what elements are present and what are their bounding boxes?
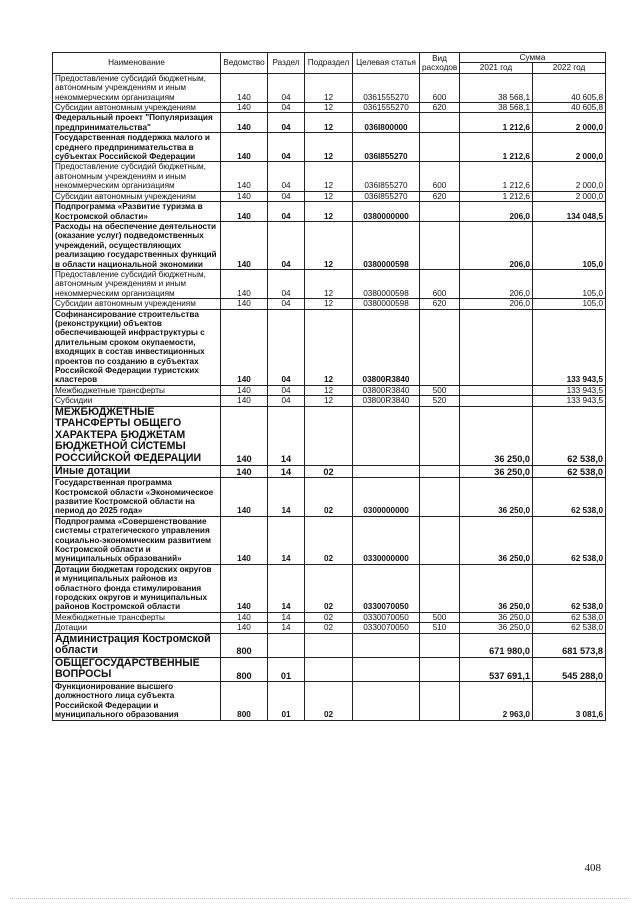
cell-target: 0361555270 [353,103,420,113]
header-razdel: Раздел [268,53,305,74]
table-row [53,133,606,162]
cell-name: Субсидии автономным учреждениям [53,191,221,201]
table-row [53,309,606,385]
table-row [53,564,606,612]
cell-name: Субсидии автономным учреждениям [53,103,221,113]
header-target: Целевая статья [353,53,420,74]
cell-vid: 620 [420,299,460,309]
cell-name: Софинансирование строительства (реконструкции) объектов обеспечивающей инфраструктуры с длительным сроком окупаемости, входящих в состав инвестиционных проектов по созданию в субъектах Российской Федерации туристских кластеров [53,309,221,385]
cell-name: Государственная программа Костромской области «Экономическое развитие Костромской области на период до 2025 года» [53,478,221,517]
cell-sum-2022: 40 605,8 [533,73,606,102]
cell-podrazdel: 12 [305,103,353,113]
scan-edge-line [10,898,629,899]
cell-podrazdel: 02 [305,516,353,564]
cell-vedomstvo: 140 [221,385,268,395]
cell-vedomstvo: 140 [221,478,268,517]
cell-target [353,682,420,721]
cell-razdel: 14 [268,612,305,622]
cell-name: ОБЩЕГОСУДАРСТВЕННЫЕ ВОПРОСЫ [53,657,221,681]
cell-name: Государственная поддержка малого и среднего предпринимательства в субъектах Российской Федерации [53,133,221,162]
cell-podrazdel: 12 [305,385,353,395]
cell-target [353,406,420,465]
cell-name: Иные дотации [53,465,221,478]
cell-vedomstvo: 140 [221,623,268,633]
cell-podrazdel: 02 [305,564,353,612]
cell-vid [420,516,460,564]
cell-target [353,657,420,681]
cell-vid [420,633,460,657]
cell-target: 0330070050 [353,564,420,612]
cell-target: 03800R3840 [353,396,420,406]
header-name: Наименование [53,53,221,74]
cell-name: Субсидии [53,396,221,406]
cell-sum-2022: 62 538,0 [533,564,606,612]
cell-sum-2021: 206,0 [460,202,533,222]
cell-podrazdel: 02 [305,682,353,721]
cell-razdel: 01 [268,682,305,721]
cell-sum-2022: 133 943,5 [533,396,606,406]
table-row [53,202,606,222]
cell-target: 036I855270 [353,162,420,191]
cell-sum-2022: 40 605,8 [533,103,606,113]
cell-razdel: 01 [268,657,305,681]
header-podrazdel: Подраздел [305,53,353,74]
cell-podrazdel: 02 [305,478,353,517]
cell-sum-2021: 1 212,6 [460,191,533,201]
cell-vedomstvo: 140 [221,191,268,201]
cell-razdel: 04 [268,202,305,222]
cell-vedomstvo: 140 [221,299,268,309]
cell-sum-2022: 2 000,0 [533,191,606,201]
table-row [53,73,606,102]
header-vid: Вид расходов [420,53,460,74]
cell-vedomstvo: 140 [221,309,268,385]
cell-name: Подпрограмма «Совершенствование системы стратегического управления социально-экономическим развитием Костромской области и муниципальных образований» [53,516,221,564]
cell-vedomstvo: 140 [221,73,268,102]
table-row [53,221,606,269]
cell-vid [420,133,460,162]
cell-vid: 500 [420,385,460,395]
cell-name: Дотации [53,623,221,633]
cell-name: Предоставление субсидий бюджетным, автономным учреждениям и иным некоммерческим организациям [53,73,221,102]
cell-sum-2021: 537 691,1 [460,657,533,681]
cell-vid [420,657,460,681]
budget-table-container [52,52,605,721]
cell-sum-2021: 206,0 [460,299,533,309]
cell-vedomstvo: 140 [221,269,268,298]
cell-razdel: 04 [268,191,305,201]
cell-sum-2022: 2 000,0 [533,133,606,162]
table-row [53,385,606,395]
table-row [53,299,606,309]
cell-vid [420,465,460,478]
cell-vid: 520 [420,396,460,406]
cell-vid [420,221,460,269]
cell-sum-2021: 206,0 [460,221,533,269]
cell-vedomstvo: 140 [221,221,268,269]
cell-sum-2021 [460,385,533,395]
cell-sum-2022: 62 538,0 [533,406,606,465]
cell-sum-2022: 133 943,5 [533,385,606,395]
cell-sum-2021: 36 250,0 [460,564,533,612]
cell-podrazdel: 12 [305,73,353,102]
cell-sum-2021: 36 250,0 [460,465,533,478]
cell-vedomstvo: 800 [221,657,268,681]
cell-name: Межбюджетные трансферты [53,385,221,395]
cell-sum-2021: 36 250,0 [460,406,533,465]
cell-sum-2021: 671 980,0 [460,633,533,657]
cell-vid: 510 [420,623,460,633]
cell-name: Дотации бюджетам городских округов и муниципальных районов из областного фонда стимулирования городских округов и муниципальных районов Костромской области [53,564,221,612]
cell-vid: 500 [420,612,460,622]
cell-sum-2022: 134 048,5 [533,202,606,222]
cell-razdel: 04 [268,385,305,395]
cell-sum-2022: 105,0 [533,299,606,309]
cell-podrazdel: 12 [305,221,353,269]
cell-name: Межбюджетные трансферты [53,612,221,622]
cell-sum-2022: 62 538,0 [533,612,606,622]
cell-sum-2022: 62 538,0 [533,465,606,478]
cell-target: 036I800000 [353,113,420,133]
budget-table [52,52,606,721]
cell-podrazdel: 12 [305,299,353,309]
cell-sum-2022: 3 081,6 [533,682,606,721]
cell-sum-2022: 105,0 [533,221,606,269]
cell-vedomstvo: 800 [221,633,268,657]
cell-podrazdel: 12 [305,133,353,162]
table-row [53,612,606,622]
cell-podrazdel: 12 [305,162,353,191]
cell-razdel: 04 [268,133,305,162]
cell-target: 0380000000 [353,202,420,222]
table-row [53,465,606,478]
cell-vedomstvo: 140 [221,133,268,162]
cell-target [353,465,420,478]
cell-sum-2021: 38 568,1 [460,103,533,113]
cell-sum-2022: 133 943,5 [533,309,606,385]
header-year-2022: 2022 год [533,63,606,73]
cell-vid: 620 [420,103,460,113]
cell-vedomstvo: 140 [221,103,268,113]
cell-name: Федеральный проект "Популяризация предпринимательства" [53,113,221,133]
cell-razdel: 14 [268,564,305,612]
cell-target: 0330070050 [353,623,420,633]
cell-sum-2022: 62 538,0 [533,516,606,564]
cell-razdel: 04 [268,221,305,269]
cell-target: 0380000598 [353,221,420,269]
cell-vedomstvo: 140 [221,516,268,564]
cell-vid [420,478,460,517]
cell-vedomstvo: 140 [221,113,268,133]
cell-sum-2021: 206,0 [460,269,533,298]
cell-vid [420,202,460,222]
cell-razdel: 04 [268,73,305,102]
cell-vedomstvo: 140 [221,465,268,478]
cell-vid [420,406,460,465]
cell-podrazdel [305,406,353,465]
cell-razdel: 04 [268,113,305,133]
table-row [53,113,606,133]
cell-name: Функционирование высшего должностного лица субъекта Российской Федерации и муниципального образования [53,682,221,721]
cell-name: Предоставление субсидий бюджетным, автономным учреждениям и иным некоммерческим организациям [53,162,221,191]
cell-vid [420,682,460,721]
cell-razdel [268,633,305,657]
cell-podrazdel: 12 [305,309,353,385]
table-row [53,162,606,191]
cell-target: 0380000598 [353,299,420,309]
page-number: 408 [584,862,601,874]
cell-sum-2022: 62 538,0 [533,623,606,633]
cell-vid: 600 [420,269,460,298]
table-row [53,623,606,633]
cell-podrazdel: 02 [305,612,353,622]
cell-sum-2021: 1 212,6 [460,162,533,191]
table-row [53,191,606,201]
cell-name: Предоставление субсидий бюджетным, автономным учреждениям и иным некоммерческим организациям [53,269,221,298]
cell-razdel: 04 [268,162,305,191]
cell-sum-2022: 545 288,0 [533,657,606,681]
cell-vid: 600 [420,162,460,191]
cell-razdel: 04 [268,269,305,298]
cell-podrazdel: 12 [305,269,353,298]
header-year-2021: 2021 год [460,63,533,73]
cell-sum-2021: 2 963,0 [460,682,533,721]
cell-vedomstvo: 140 [221,612,268,622]
cell-podrazdel [305,657,353,681]
table-row [53,103,606,113]
table-row [53,633,606,657]
table-row [53,657,606,681]
cell-podrazdel [305,633,353,657]
cell-razdel: 14 [268,623,305,633]
cell-sum-2021: 36 250,0 [460,612,533,622]
cell-podrazdel: 12 [305,113,353,133]
cell-name: Субсидии автономным учреждениям [53,299,221,309]
cell-razdel: 04 [268,103,305,113]
cell-target [353,633,420,657]
cell-sum-2021: 36 250,0 [460,623,533,633]
cell-target: 03800R3840 [353,309,420,385]
cell-target: 0361555270 [353,73,420,102]
cell-razdel: 14 [268,516,305,564]
cell-razdel: 14 [268,406,305,465]
cell-target: 036I855270 [353,133,420,162]
cell-sum-2022: 2 000,0 [533,162,606,191]
cell-vid: 620 [420,191,460,201]
cell-vid [420,564,460,612]
table-row [53,478,606,517]
table-row [53,396,606,406]
cell-podrazdel: 02 [305,465,353,478]
cell-vid [420,113,460,133]
cell-razdel: 14 [268,478,305,517]
cell-razdel: 04 [268,299,305,309]
cell-sum-2021: 38 568,1 [460,73,533,102]
cell-vid [420,309,460,385]
cell-razdel: 14 [268,465,305,478]
cell-vedomstvo: 800 [221,682,268,721]
cell-target: 03800R3840 [353,385,420,395]
table-row [53,406,606,465]
cell-sum-2021: 1 212,6 [460,133,533,162]
cell-name: Администрация Костромской области [53,633,221,657]
cell-target: 0300000000 [353,478,420,517]
cell-vedomstvo: 140 [221,564,268,612]
table-header [53,53,606,74]
cell-sum-2021: 36 250,0 [460,516,533,564]
cell-vedomstvo: 140 [221,396,268,406]
cell-sum-2021: 1 212,6 [460,113,533,133]
cell-razdel: 04 [268,396,305,406]
cell-vid: 600 [420,73,460,102]
cell-sum-2021 [460,309,533,385]
cell-target: 036I855270 [353,191,420,201]
table-row [53,516,606,564]
cell-vedomstvo: 140 [221,406,268,465]
cell-podrazdel: 12 [305,191,353,201]
table-row [53,682,606,721]
cell-sum-2022: 62 538,0 [533,478,606,517]
cell-target: 0330070050 [353,612,420,622]
cell-sum-2022: 681 573,8 [533,633,606,657]
cell-sum-2022: 2 000,0 [533,113,606,133]
table-row [53,269,606,298]
header-vedomstvo: Ведомство [221,53,268,74]
cell-podrazdel: 02 [305,623,353,633]
cell-vedomstvo: 140 [221,202,268,222]
cell-razdel: 04 [268,309,305,385]
table-body [53,73,606,720]
cell-sum-2021 [460,396,533,406]
cell-target: 0380000598 [353,269,420,298]
cell-sum-2021: 36 250,0 [460,478,533,517]
cell-target: 0330000000 [353,516,420,564]
cell-name: МЕЖБЮДЖЕТНЫЕ ТРАНСФЕРТЫ ОБЩЕГО ХАРАКТЕРА БЮДЖЕТАМ БЮДЖЕТНОЙ СИСТЕМЫ РОССИЙСКОЙ ФЕДЕРАЦИИ [53,406,221,465]
cell-podrazdel: 12 [305,202,353,222]
cell-name: Подпрограмма «Развитие туризма в Костромской области» [53,202,221,222]
cell-vedomstvo: 140 [221,162,268,191]
header-row-1 [53,53,606,63]
header-summa: Сумма [460,53,606,63]
cell-podrazdel: 12 [305,396,353,406]
cell-sum-2022: 105,0 [533,269,606,298]
cell-name: Расходы на обеспечение деятельности (оказание услуг) подведомственных учреждений, осуществляющих реализацию государственных функций в области национальной экономики [53,221,221,269]
